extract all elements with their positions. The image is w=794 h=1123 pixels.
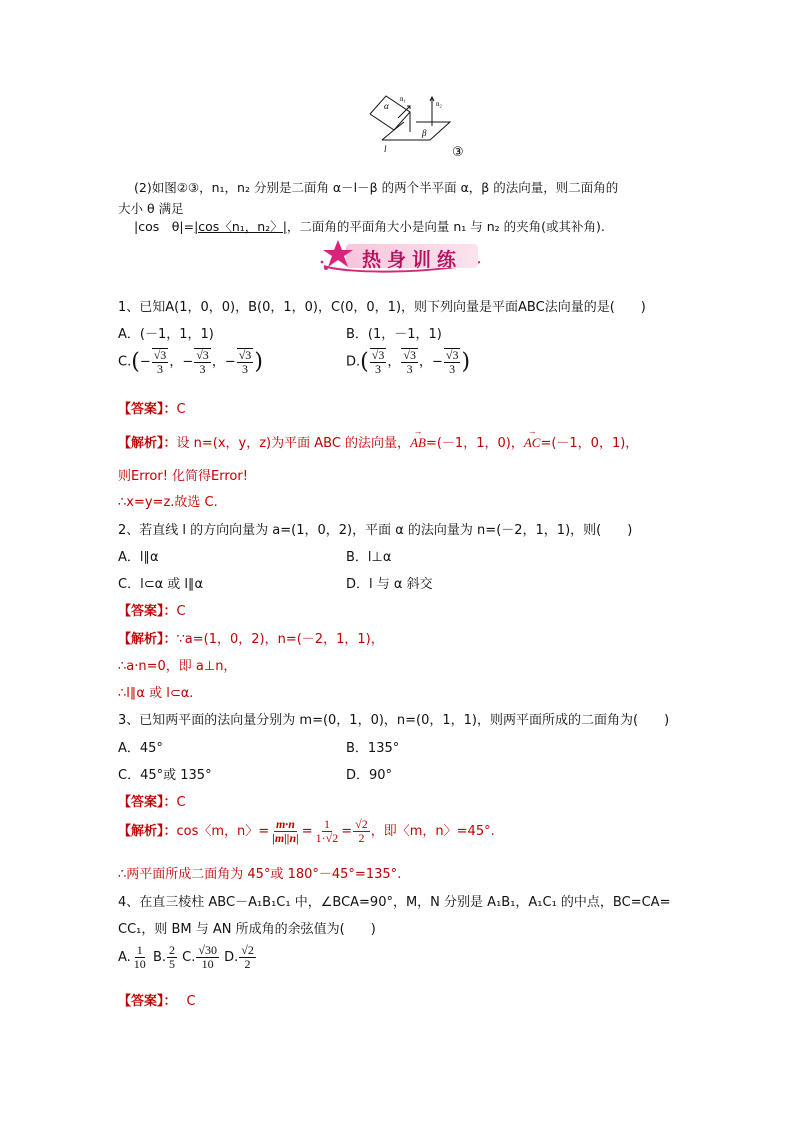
theory-line-1: (2)如图②③，n₁，n₂ 分别是二面角 α－l－β 的两个半平面 α，β 的法向量，则二面角的 — [134, 180, 619, 195]
q2-explanation-line-2: ∴a·n=0，即 a⊥n， — [118, 659, 237, 674]
q4-answer-value: C — [186, 994, 196, 1009]
q1-exp-part-2: =(－1，1，0)， — [425, 436, 524, 451]
q3-option-c: C．45°或 135° — [118, 768, 212, 783]
q1-stem: 1、已知A(1，0，0)，B(0，1，0)，C(0，0，1)，则下列向量是平面ABC法向量的是( ) — [118, 300, 646, 315]
q3-frac1-den: |m||n| — [272, 831, 299, 845]
q3-frac3-num: √2 — [355, 817, 368, 831]
q1-option-c-label: C. — [118, 354, 132, 370]
q3-exp-result: ，即〈m，n〉=45°. — [370, 824, 495, 839]
q4-option-d-label: D. — [224, 950, 239, 965]
q4-stem-line-2: CC₁，则 BM 与 AN 所成角的余弦值为( ) — [118, 922, 376, 937]
q1-exp-part-1: 设 n=(x，y，z)为平面 ABC 的法向量， — [176, 436, 411, 451]
q3-answer-value: C — [176, 795, 186, 810]
q1-c-den-1: 3 — [157, 362, 164, 376]
q3-frac1-num: m·n — [275, 817, 295, 831]
q2-answer — [118, 600, 186, 619]
q2-explanation-line-3: ∴l∥α 或 l⊂α. — [118, 686, 194, 701]
explain-label: 【解析】： — [118, 824, 177, 839]
figure-label-3: ③ — [452, 145, 464, 158]
q1-explanation-line-2: 则Error! 化简得Error! — [118, 469, 248, 484]
q3-answer — [118, 791, 186, 810]
q1-c-num-1: √3 — [153, 348, 167, 362]
theory-abs-cos-vectors: |cos〈n₁，n₂〉| — [194, 219, 287, 234]
q4-c-den: 10 — [201, 957, 214, 971]
q3-option-b: B．135° — [346, 741, 400, 756]
q3-frac2-num: 1 — [323, 817, 330, 831]
theory-abs-cos: |cos θ|= — [134, 219, 195, 234]
q2-option-a: A．l∥α — [118, 550, 159, 565]
q3-option-a: A．45° — [118, 741, 163, 756]
q4-answer — [118, 990, 196, 1009]
q3-frac3-den: 2 — [358, 831, 365, 845]
warmup-banner — [316, 238, 486, 274]
q1-c-num-2: √3 — [196, 348, 209, 362]
q1-option-d: D.( $\frac{√3}{3}$ ， $\frac{√3}{3}$ ，− $\frac{√3}{3}$ ) — [346, 348, 471, 376]
explain-label: 【解析】： — [118, 632, 177, 647]
q1-c-den-3: 3 — [242, 362, 249, 376]
q3-explanation-line-2: ∴两平面所成二面角为 45°或 180°－45°=135°. — [118, 867, 402, 882]
q1-d-num-2: √3 — [403, 348, 416, 362]
q1-option-d-label: D. — [346, 354, 361, 370]
q4-d-num: √2 — [241, 943, 254, 957]
q4-b-den: 5 — [169, 957, 175, 971]
q1-d-num-3: √3 — [445, 348, 459, 362]
q4-option-b-label: B. — [152, 950, 166, 965]
q4-c-num: √30 — [198, 943, 217, 957]
q1-explanation-line-1 — [118, 432, 638, 451]
q4-options — [118, 944, 257, 971]
q1-option-c: C.(− $\frac{√3}{3}$ ，− $\frac{√3}{3}$ ，− $\frac{√3}{3}$ ) — [118, 348, 263, 376]
theory-line-3 — [134, 217, 605, 235]
q4-a-num: 1 — [136, 943, 143, 957]
theory-conclusion: ，二面角的平面角大小是向量 n₁ 与 n₂ 的夹角(或其补角). — [286, 219, 605, 234]
vector-ac: → AC — [524, 435, 541, 451]
answer-label: 【答案】： — [118, 402, 177, 417]
q3-eq-1: = — [301, 824, 313, 839]
vector-ab: → AB — [410, 435, 426, 451]
q2-option-d: D．l 与 α 斜交 — [346, 577, 433, 592]
q4-option-c-label: C. — [182, 950, 196, 965]
q1-answer — [118, 398, 186, 417]
q2-exp-part-1: ∵a=(1，0，2)，n=(－2，1，1)， — [176, 632, 384, 647]
answer-label: 【答案】： — [118, 604, 177, 619]
q1-d-den-1: 3 — [375, 362, 382, 376]
q3-frac2-den: 1·√2 — [315, 831, 339, 845]
figure-label-l: l — [384, 144, 387, 154]
q4-a-den: 10 — [133, 957, 146, 971]
q2-stem: 2、若直线 l 的方向向量为 a=(1，0，2)，平面 α 的法向量为 n=(－2，1，1)，则( ) — [118, 523, 633, 538]
q1-d-den-3: 3 — [449, 362, 456, 376]
explain-label: 【解析】： — [118, 436, 177, 451]
q1-answer-value: C — [176, 402, 186, 417]
q2-option-c: C．l⊂α 或 l∥α — [118, 577, 204, 592]
q3-eq-2: = — [341, 824, 353, 839]
figure-label-n2: n₂ — [436, 100, 442, 108]
q1-d-den-2: 3 — [406, 362, 413, 376]
q4-d-den: 2 — [244, 957, 251, 971]
q1-c-den-2: 3 — [199, 362, 206, 376]
q3-explanation-line-1 — [118, 818, 495, 845]
q4-stem-line-1: 4、在直三棱柱 ABC－A₁B₁C₁ 中，∠BCA=90°，M，N 分别是 A₁B₁，A₁C₁ 的中点，BC=CA= — [118, 895, 671, 910]
q2-option-b: B．l⊥α — [346, 550, 392, 565]
q1-option-b: B．(1，－1，1) — [346, 327, 442, 342]
q3-option-d: D．90° — [346, 768, 393, 783]
q2-answer-value: C — [176, 604, 186, 619]
answer-label: 【答案】： — [118, 795, 177, 810]
figure-label-alpha: α — [384, 101, 389, 111]
q3-exp-cos: cos〈m，n〉= — [176, 824, 270, 839]
figure-label-beta: β — [422, 128, 427, 138]
q2-explanation-line-1 — [118, 628, 384, 647]
dihedral-angle-figure — [358, 92, 474, 158]
q1-explanation-line-3: ∴x=y=z.故选 C. — [118, 495, 218, 510]
banner-title: 热身训练 — [362, 249, 463, 271]
q3-stem: 3、已知两平面的法向量分别为 m=(0，1，0)，n=(0，1，1)，则两平面所成的二面角为( ) — [118, 713, 670, 728]
q4-option-a-label: A. — [118, 950, 131, 965]
q1-exp-part-3: =(－1，0，1)， — [540, 436, 639, 451]
theory-line-2: 大小 θ 满足 — [118, 201, 184, 216]
q1-c-num-3: √3 — [238, 348, 252, 362]
q1-d-num-1: √3 — [371, 348, 385, 362]
answer-label: 【答案】： — [118, 994, 177, 1009]
q4-b-num: 2 — [169, 943, 175, 957]
q1-option-a: A．(－1，1，1) — [118, 327, 214, 342]
figure-label-n1: n₁ — [400, 95, 406, 103]
